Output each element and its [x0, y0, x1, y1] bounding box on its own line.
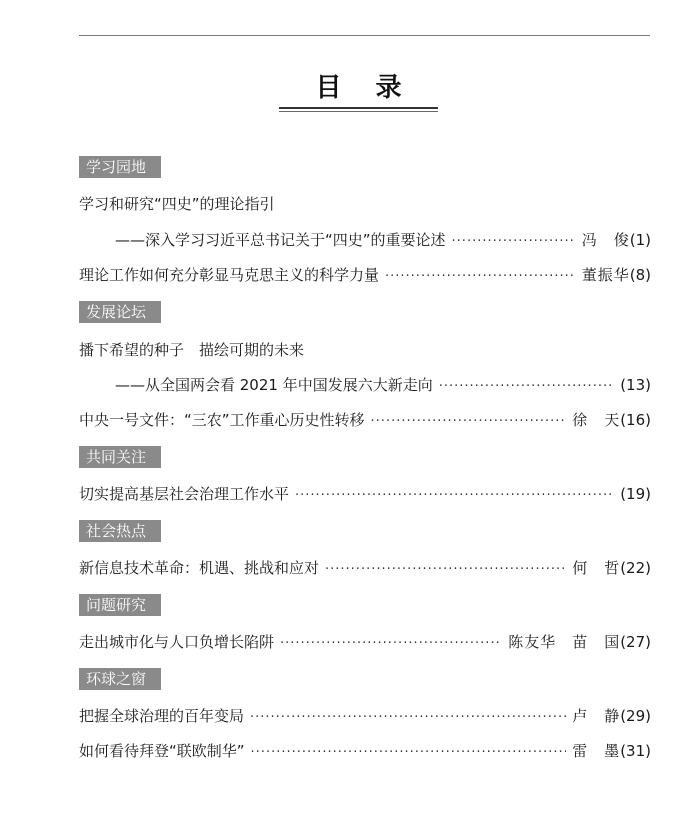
entry-title: 新信息技术革命：机遇、挑战和应对	[79, 559, 320, 577]
toc-entry[interactable]	[79, 193, 651, 215]
entry-title: 把握全球治理的百年变局	[79, 707, 245, 725]
toc-entry[interactable]	[79, 557, 651, 579]
title-underline-thin	[279, 111, 438, 112]
entry-page: (27)	[620, 633, 651, 651]
leader-dots	[251, 742, 567, 764]
entry-title: 播下希望的种子 描绘可期的未来	[79, 341, 305, 359]
section-header: 问题研究	[79, 594, 161, 616]
toc-entry[interactable]	[79, 483, 651, 505]
toc-entry[interactable]	[79, 740, 651, 762]
entry-subtitle: ——从全国两会看 2021 年中国发展六大新走向	[115, 376, 433, 394]
entry-page: (13)	[620, 376, 651, 394]
section-header: 共同关注	[79, 446, 161, 468]
toc-entry[interactable]	[79, 705, 651, 727]
entry-title: 如何看待拜登“联欧制华”	[79, 742, 245, 760]
section-header: 社会热点	[79, 520, 161, 542]
leader-dots	[439, 376, 614, 398]
toc-entry[interactable]	[115, 229, 651, 251]
leader-dots	[452, 231, 576, 253]
toc-entry[interactable]	[79, 264, 651, 286]
top-rule	[79, 35, 650, 36]
entry-page: (16)	[620, 411, 651, 429]
leader-dots	[371, 411, 567, 433]
section-header: 环球之窗	[79, 668, 161, 690]
entry-author: 何 哲	[572, 559, 621, 577]
leader-dots	[280, 633, 502, 655]
entry-title: 中央一号文件：“三农”工作重心历史性转移	[79, 411, 365, 429]
entry-author: 陈友华 苗 国	[508, 633, 621, 651]
section-header: 学习园地	[79, 156, 161, 178]
entry-author: 徐 天	[572, 411, 621, 429]
entry-subtitle: ——深入学习习近平总书记关于“四史”的重要论述	[115, 231, 446, 249]
entry-author: 雷 墨	[572, 742, 621, 760]
entry-page: (31)	[620, 742, 651, 760]
leader-dots	[385, 266, 576, 288]
entry-title: 走出城市化与人口负增长陷阱	[79, 633, 275, 651]
entry-page: (19)	[620, 485, 651, 503]
section-header: 发展论坛	[79, 301, 161, 323]
entry-author: 董振华	[581, 266, 630, 284]
toc-title: 目录	[315, 73, 436, 103]
leader-dots	[250, 707, 566, 729]
entry-page: (29)	[620, 707, 651, 725]
toc-entry[interactable]	[115, 374, 651, 396]
leader-dots	[325, 559, 566, 581]
toc-entry[interactable]	[79, 409, 651, 431]
entry-author: 卢 静	[572, 707, 621, 725]
toc-title-block	[279, 72, 438, 112]
title-underline	[279, 107, 438, 109]
entry-page: (8)	[629, 266, 651, 284]
toc-entry[interactable]	[79, 339, 651, 361]
entry-title: 学习和研究“四史”的理论指引	[79, 195, 275, 213]
leader-dots	[295, 485, 614, 507]
entry-title: 理论工作如何充分彰显马克思主义的科学力量	[79, 266, 380, 284]
entry-page: (1)	[629, 231, 651, 249]
entry-author: 冯 俊	[581, 231, 630, 249]
entry-page: (22)	[620, 559, 651, 577]
entry-title: 切实提高基层社会治理工作水平	[79, 485, 290, 503]
toc-entry[interactable]	[79, 631, 651, 653]
